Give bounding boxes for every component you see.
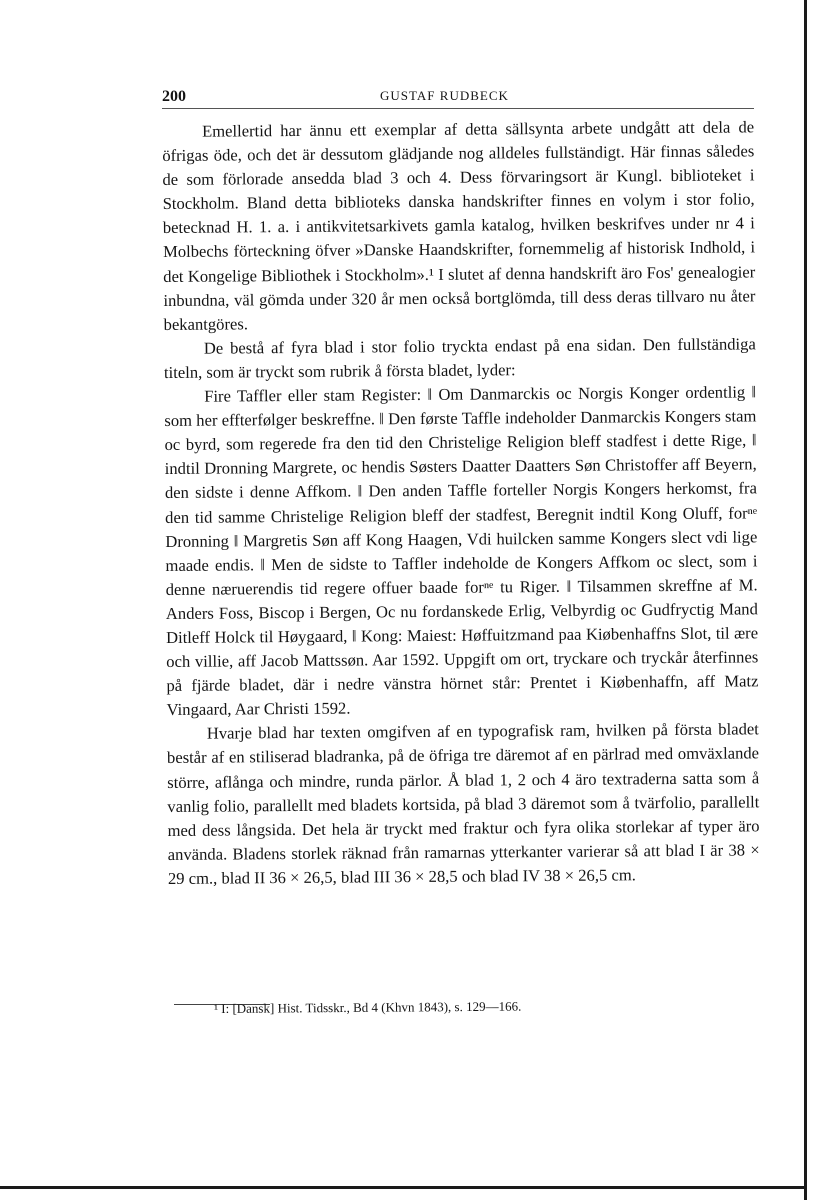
scan-border-right bbox=[804, 0, 807, 1200]
page-number: 200 bbox=[162, 88, 186, 105]
scan-border-bottom bbox=[0, 1186, 807, 1189]
body-text bbox=[162, 115, 760, 891]
paragraph: Fire Taffler eller stam Register: ‖ Om Danmarckis oc Norgis Konger ordentlig ‖ som her effterfølger beskreffne. ‖ Den første Taffle indeholder Danmarckis Kongers stam oc byrd, som regerede fra den tid den Christelige Religion bleff stadfest i dette Rige, ‖ indtil Dronning Margrete, oc hendis Søsters Daatter Daatters Søn Christoffer aff Beyern, den sidste i denne Affkom. ‖ Den anden Taffle forteller Norgis Kongers herkomst, fra den tid samme Christelige Religion bleff der stadfest, Beregnit indtil Kong Oluff, forⁿᵉ Dronning ‖ Margretis Søn aff Kong Haagen, Vdi huilcken samme Kongers slect vdi lige maade endis. ‖ Men de sidste to Taffler indeholde de Kongers Affkom oc slect, som i denne næruerendis tid regere offuer baade forⁿᵉ tu Riger. ‖ Tilsammen skreffne af M. Anders Foss, Biscop i Bergen, Oc nu fordanskede Erlig, Velbyrdig oc Gudfryctig Mand Ditleff Holck til Høygaard, ‖ Kong: Maiest: Høffuitzmand paa Kiøbenhaffns Slot, til ære och villie, aff Jacob Mattssøn. Aar 1592. Uppgift om ort, tryckare och tryckår återfinnes på fjärde bladet, där i nedre vänstra hörnet står: Prentet i Kiøbenhaffn, aff Matz Vingaard, Aar Christi 1592. bbox=[164, 382, 759, 720]
paragraph: De bestå af fyra blad i stor folio tryckta endast på ena sidan. Den fullständiga titeln, som är tryckt som rubrik å första bladet, lyder: bbox=[163, 334, 756, 382]
paragraph: Emellertid har ännu ett exemplar af detta sällsynta arbete undgått att dela de öfrigas öde, och det är dessutom glädjande nog alldeles fullständigt. Här finnas således de som förlorade ansedda blad 3 och 4. Dess förvaringsort är Kungl. biblioteket i Stockholm. Bland detta biblioteks danska handskrifter finnes en volym i stor folio, betecknad H. 1. a. i antikvitetsarkivets gamla katalog, hvilken beskrifves under nr 4 i Molbechs förteckning öfver »Danske Haandskrifter, fornemmelig af historisk Indhold, i det Kongelige Bibliothek i Stockholm».¹ I slutet af denna handskrift äro Fos' genealogier inbundna, väl gömda under 320 år men också bortglömda, till dess deras tillvaro nu åter bekantgöres. bbox=[162, 117, 756, 334]
footnote: ¹ I: [Dansk] Hist. Tidsskr., Bd 4 (Khvn 1843), s. 129—166. bbox=[214, 998, 522, 1016]
paragraph: Hvarje blad har texten omgifven af en typografisk ram, hvilken på första bladet består af en stiliserad bladranka, på de öfriga tre däremot af en pärlrad med omväxlande större, aflånga och mindre, runda pärlor. Å blad 1, 2 och 4 äro textraderna satta som å vanlig folio, parallellt med bladets kortsida, på blad 3 däremot som å tvärfolio, parallellt med dess långsida. Det hela är tryckt med fraktur och fyra olika storlekar af typer äro använda. Bladens storlek räknad från ramarnas ytterkanter varierar så att blad I är 38 × 29 cm., blad II 36 × 26,5, blad III 36 × 28,5 och blad IV 38 × 26,5 cm. bbox=[166, 719, 760, 888]
running-head: GUSTAF RUDBECK bbox=[380, 88, 509, 103]
page-header bbox=[162, 84, 754, 109]
